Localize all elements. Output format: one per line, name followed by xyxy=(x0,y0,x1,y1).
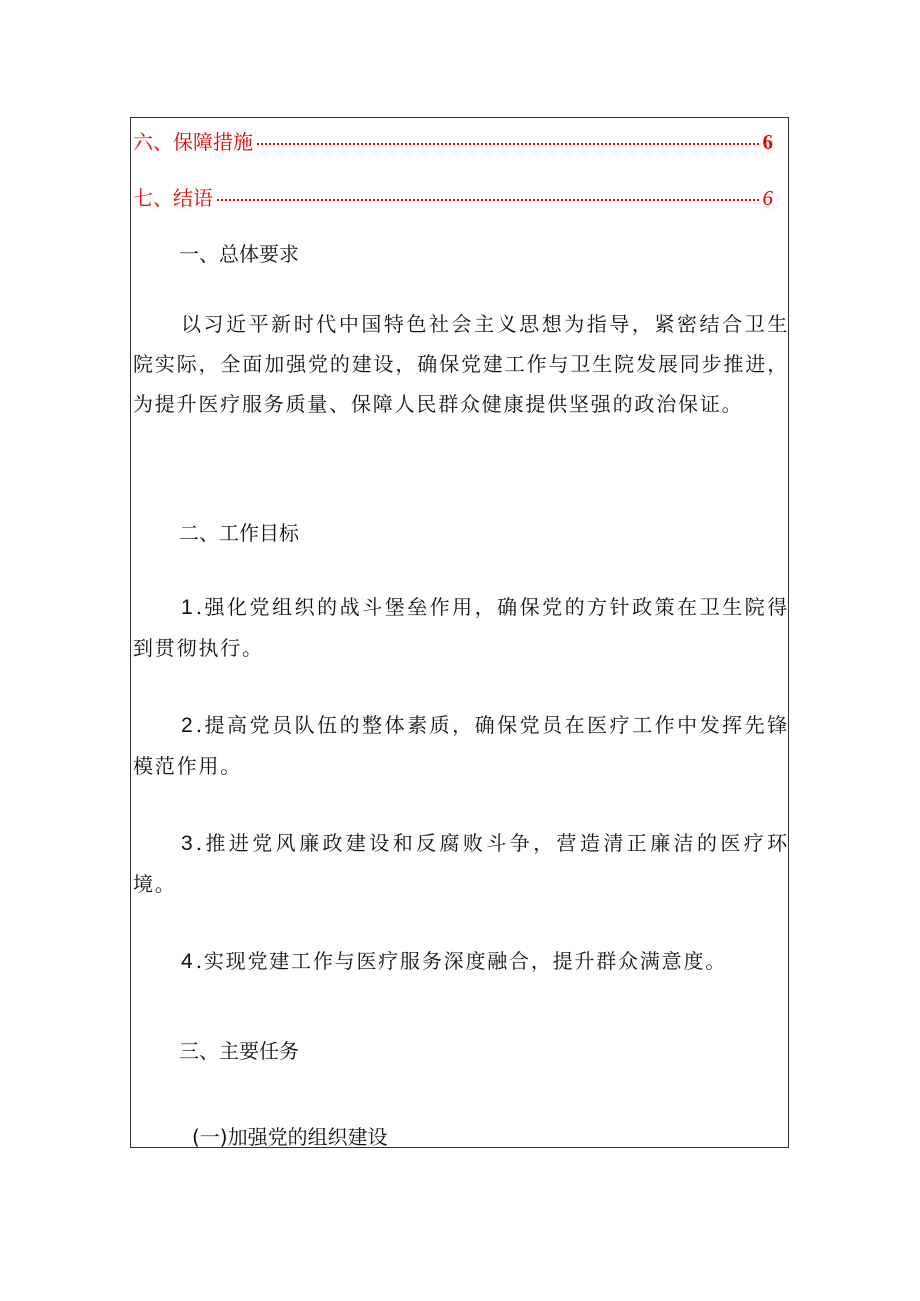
section-paragraph-guiding-principle: 以习近平新时代中国特色社会主义思想为指导，紧密结合卫生院实际，全面加强党的建设，确保党建工作与卫生院发展同步推进，为提升医疗服务质量、保障人民群众健康提供坚强的政治保证。 xyxy=(133,312,789,416)
goal-number: 4 xyxy=(181,950,196,973)
goal-text: .提高党员队伍的整体素质，确保党员在医疗工作中发挥先锋模范作用。 xyxy=(133,713,789,778)
toc-entry-title: 六、保障措施 xyxy=(133,130,253,154)
section-heading-main-tasks: 三、主要任务 xyxy=(179,1039,299,1063)
goal-number: 1 xyxy=(181,596,196,619)
goal-item xyxy=(133,823,789,904)
section-heading-work-goals: 二、工作目标 xyxy=(179,521,299,545)
toc-page-number: 6 xyxy=(762,186,773,210)
toc-page-number: 6 xyxy=(762,130,773,154)
toc-dot-leader xyxy=(257,143,759,145)
goal-number: 3 xyxy=(181,832,196,855)
goal-number: 2 xyxy=(181,714,196,737)
section-heading-general-requirements: 一、总体要求 xyxy=(179,242,299,266)
goal-text: .推进党风廉政建设和反腐败斗争，营造清正廉洁的医疗环境。 xyxy=(133,831,789,896)
goal-text: .强化党组织的战斗堡垒作用，确保党的方针政策在卫生院得到贯彻执行。 xyxy=(133,595,789,660)
goal-item xyxy=(133,705,789,786)
goal-item xyxy=(133,941,789,982)
toc-entry-conclusion[interactable] xyxy=(133,182,773,212)
subsection-heading-party-organization: (一)加强党的组织建设 xyxy=(192,1125,388,1149)
toc-entry-safeguards[interactable] xyxy=(133,126,773,156)
goal-item xyxy=(133,587,789,668)
goal-text: .实现党建工作与医疗服务深度融合，提升群众满意度。 xyxy=(195,949,728,973)
toc-entry-title: 七、结语 xyxy=(133,186,213,210)
toc-dot-leader xyxy=(217,199,759,201)
